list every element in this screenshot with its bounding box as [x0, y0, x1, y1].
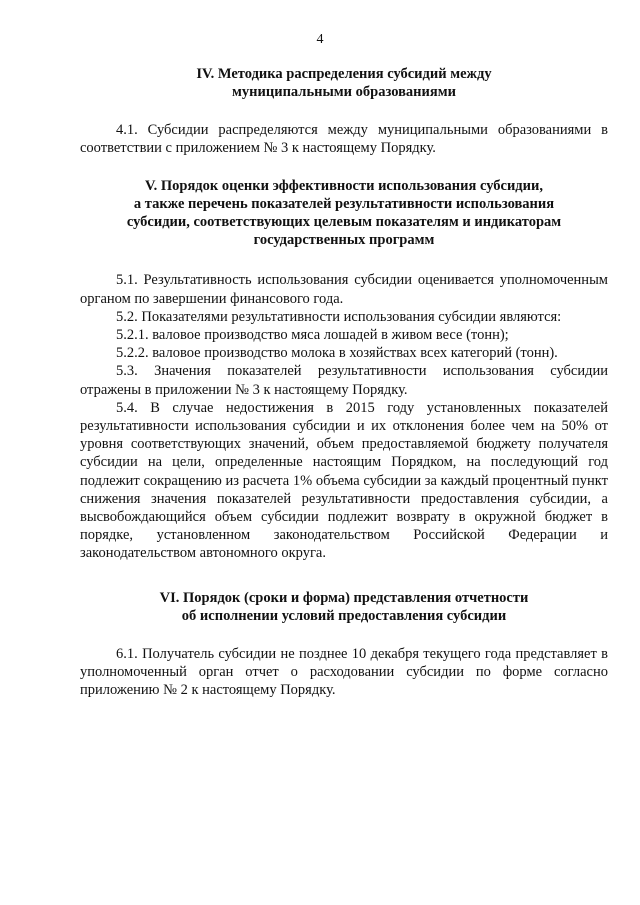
- heading-line: а также перечень показателей результативности использования: [133, 196, 555, 213]
- heading-line: VI. Порядок (сроки и форма) представления отчетности: [159, 589, 529, 606]
- page-number: 4: [316, 32, 324, 47]
- heading-line: субсидии, соответствующих целевым показателям и индикаторам: [126, 214, 562, 231]
- paragraph-5-3: 5.3. Значения показателей результативности использования субсидии отражены в приложении № 3 к настоящему Порядку.: [80, 363, 608, 398]
- document-body: [80, 60, 608, 699]
- heading-line: V. Порядок оценки эффективности использования субсидии,: [145, 178, 543, 195]
- paragraph-6-1: 6.1. Получатель субсидии не позднее 10 декабря текущего года представляет в уполномоченный орган отчет о расходовании субсидии по форме согласно приложению № 2 к настоящему Порядку.: [80, 645, 608, 699]
- heading-line: муниципальными образованиями: [232, 84, 456, 100]
- paragraph-5-1: 5.1. Результативность использования субсидии оценивается уполномоченным органом по завершении финансового года.: [80, 272, 608, 307]
- heading-line: IV. Методика распределения субсидий между: [196, 66, 492, 82]
- paragraph-4-1: 4.1. Субсидии распределяются между муниципальными образованиями в соответствии с приложением № 3 к настоящему Порядку.: [80, 122, 608, 157]
- section-6-heading: [80, 589, 608, 625]
- heading-line: об исполнении условий предоставления субсидии: [181, 607, 507, 624]
- paragraph-5-2-2: 5.2.2. валовое производство молока в хозяйствах всех категорий (тонн).: [116, 345, 558, 362]
- paragraph-5-4: 5.4. В случае недостижения в 2015 году установленных показателей результативности использования субсидии и их отклонения более чем на 50% от уровня соответствующих значений, объем предоставляемой бюджету получателя субсидии на цели, определенные настоящим Порядком, на последующий год подлежит сокращению из расчета 1% объема субсидии за каждый процентный пункт снижения значения показателей результативности предоставления субсидии, а высвобождающийся объем субсидии подлежит возврату в окружной бюджет в порядке, установленном законодательством Российской Федерации и законодательством автономного округа.: [80, 399, 608, 562]
- section-5-heading: [80, 177, 608, 249]
- paragraph-5-2-1: 5.2.1. валовое производство мяса лошадей в живом весе (тонн);: [116, 327, 509, 344]
- section-4-heading: [80, 65, 608, 101]
- heading-line: государственных программ: [253, 232, 435, 249]
- paragraph-5-2: 5.2. Показателями результативности использования субсидии являются:: [116, 308, 562, 325]
